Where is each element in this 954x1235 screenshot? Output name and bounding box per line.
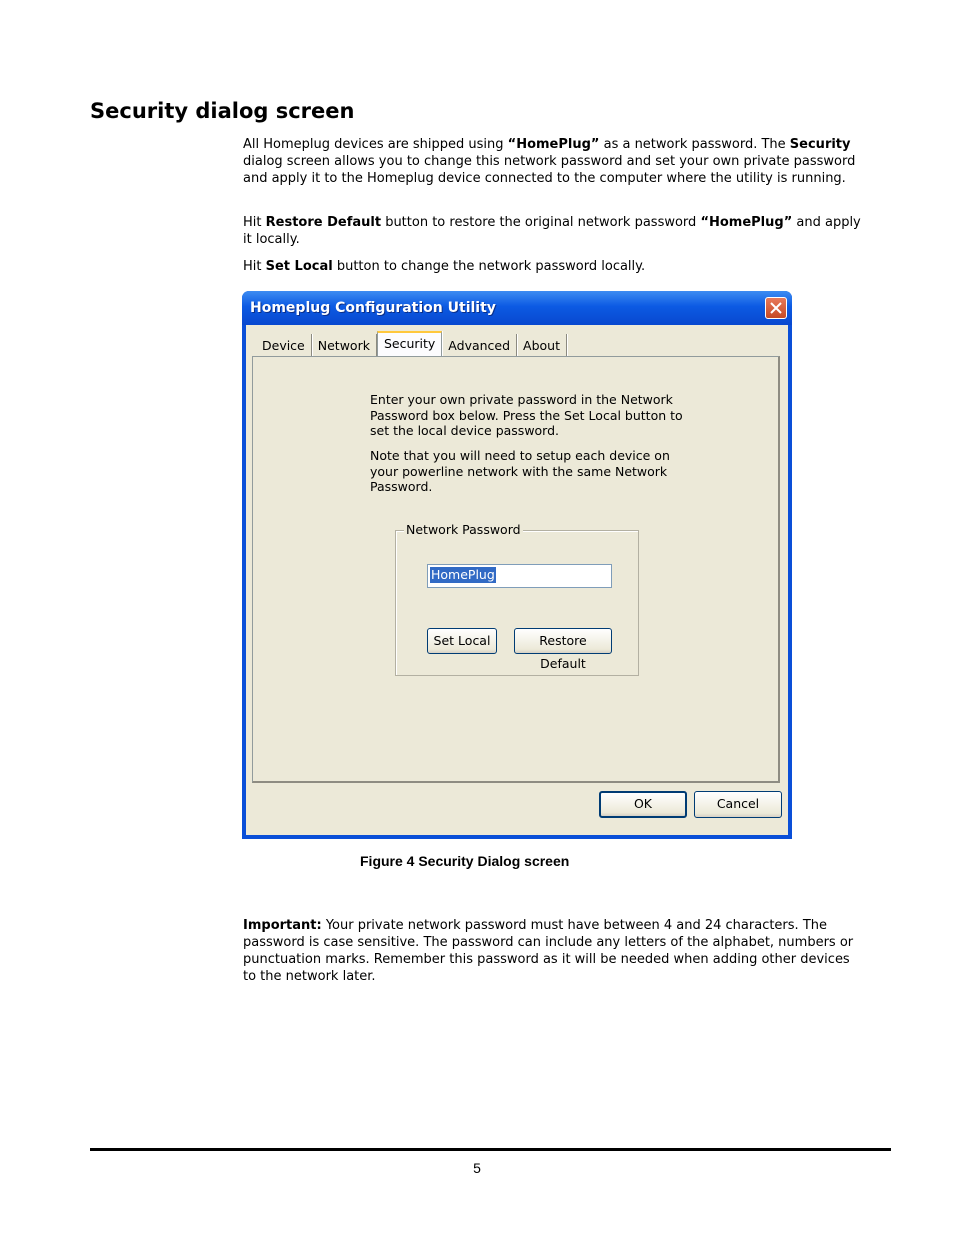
- tab-device[interactable]: Device: [256, 334, 312, 356]
- network-password-input[interactable]: [427, 564, 612, 588]
- bold-run: Set Local: [265, 259, 333, 274]
- set-local-button[interactable]: Set Local: [427, 628, 497, 654]
- ok-button[interactable]: OK: [599, 791, 687, 818]
- text-run: button to change the network password locally.: [332, 259, 646, 274]
- text-run: Hit: [243, 259, 266, 274]
- bold-run: “HomePlug”: [507, 137, 600, 152]
- section-heading: Security dialog screen: [90, 99, 355, 123]
- important-text: Your private network password must have between 4 and 24 characters. The password is case sensitive. The password can include any letters of the alphabet, numbers or punctuation marks. Remember this password as it will be needed when adding other devices to the network later.: [243, 918, 854, 984]
- intro-paragraph-3: [243, 258, 865, 275]
- intro-paragraph-1: [243, 136, 865, 187]
- bold-run: Security: [789, 137, 851, 152]
- cancel-button[interactable]: Cancel: [694, 791, 782, 818]
- instruction-text-1: Enter your own private password in the Network Password box below. Press the Set Local button to set the local device password.: [370, 392, 683, 438]
- tab-network[interactable]: Network: [312, 334, 377, 356]
- dialog-window: [242, 291, 792, 839]
- intro-paragraph-2: [243, 214, 865, 248]
- text-run: dialog screen allows you to change this network password and set your own private password and apply it to the Homeplug device connected to the computer where the utility is running.: [243, 154, 856, 186]
- restore-default-button[interactable]: Restore Default: [514, 628, 612, 654]
- tab-about[interactable]: About: [517, 334, 567, 356]
- text-run: button to restore the original network password: [381, 215, 701, 230]
- tab-bar: [256, 334, 567, 356]
- important-paragraph: [243, 917, 865, 985]
- footer-rule: [90, 1148, 891, 1151]
- group-label: Network Password: [406, 522, 521, 537]
- close-button[interactable]: [765, 297, 787, 319]
- network-password-group: [395, 522, 639, 676]
- bold-run: Restore Default: [265, 215, 382, 230]
- dialog-titlebar[interactable]: [242, 291, 792, 325]
- important-label: Important:: [243, 918, 322, 933]
- tab-advanced[interactable]: Advanced: [442, 334, 517, 356]
- instruction-text-2: Note that you will need to setup each device on your powerline network with the same Network Password.: [370, 448, 670, 494]
- text-run: as a network password. The: [599, 137, 790, 152]
- text-run: and apply it locally.: [243, 215, 861, 247]
- bold-run: “HomePlug”: [700, 215, 793, 230]
- dialog-title: Homeplug Configuration Utility: [250, 300, 496, 316]
- close-icon: [770, 302, 782, 314]
- text-run: Hit: [243, 215, 266, 230]
- password-value: HomePlug: [431, 567, 495, 582]
- text-run: All Homeplug devices are shipped using: [243, 137, 508, 152]
- security-tab-panel: [252, 356, 780, 783]
- tab-security[interactable]: Security: [377, 331, 442, 358]
- figure-caption: Figure 4 Security Dialog screen: [360, 853, 570, 869]
- dialog-client-area: [246, 325, 788, 835]
- page-number: 5: [473, 1160, 481, 1176]
